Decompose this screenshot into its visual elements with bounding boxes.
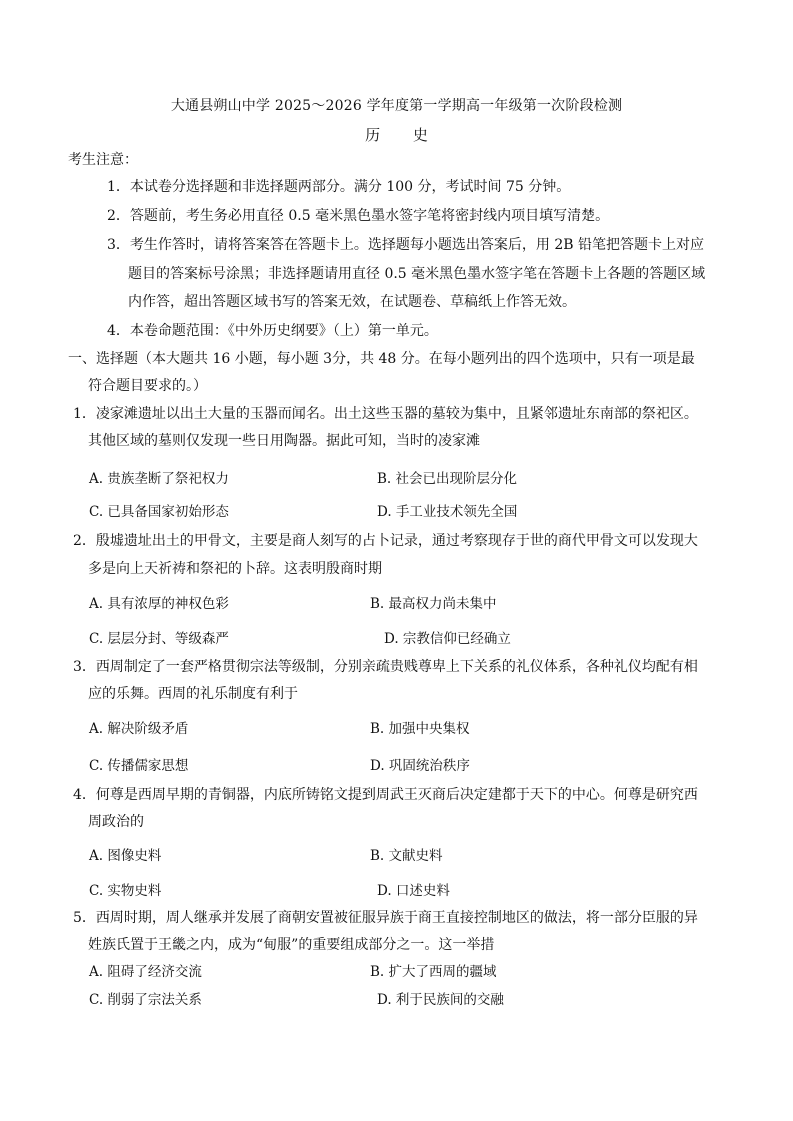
question-1-option-b[interactable]: B. 社会已出现阶层分化 bbox=[377, 471, 518, 487]
question-3-stem-line-2: 应的乐舞。西周的礼乐制度有利于 bbox=[88, 686, 298, 702]
question-4-stem-line-1: 4．何尊是西周早期的青铜器，内底所铸铭文提到周武王灭商后决定建都于天下的中心。何尊是研究西 bbox=[73, 787, 698, 803]
question-1-stem-line-2: 其他区域的墓则仅发现一些日用陶器。据此可知，当时的凌家滩 bbox=[88, 433, 480, 449]
question-2-option-b[interactable]: B. 最高权力尚未集中 bbox=[370, 596, 497, 612]
question-4-option-c[interactable]: C. 实物史料 bbox=[89, 883, 162, 899]
question-3-option-d[interactable]: D. 巩固统治秩序 bbox=[370, 758, 470, 774]
question-1-option-a[interactable]: A. 贵族垄断了祭祀权力 bbox=[89, 471, 229, 487]
question-2-option-d[interactable]: D. 宗教信仰已经确立 bbox=[384, 631, 511, 647]
section-heading-line-2: 符合题目要求的。） bbox=[88, 378, 207, 394]
question-4-stem-line-2: 周政治的 bbox=[88, 814, 144, 830]
question-5-option-d[interactable]: D. 利于民族间的交融 bbox=[377, 992, 504, 1008]
question-1-option-d[interactable]: D. 手工业技术领先全国 bbox=[377, 504, 518, 520]
question-5-stem-line-2: 姓族氏置于王畿之内，成为“甸服”的重要组成部分之一。这一举措 bbox=[88, 937, 495, 953]
question-4-option-a[interactable]: A. 图像史料 bbox=[89, 848, 162, 864]
notice-item-3-line-1: 3．考生作答时，请将答案答在答题卡上。选择题每小题选出答案后，用 2B 铅笔把答题卡上对应 bbox=[107, 237, 705, 253]
question-3-option-b[interactable]: B. 加强中央集权 bbox=[370, 721, 470, 737]
notice-item-4: 4．本卷命题范围：《中外历史纲要》（上）第一单元。 bbox=[107, 323, 438, 339]
notice-item-3-line-2: 题目的答案标号涂黑；非选择题请用直径 0.5 毫米黑色墨水签字笔在答题卡上各题的答题区域 bbox=[128, 266, 706, 282]
question-2-option-a[interactable]: A. 具有浓厚的神权色彩 bbox=[89, 596, 229, 612]
question-3-option-a[interactable]: A. 解决阶级矛盾 bbox=[89, 721, 189, 737]
question-4-option-b[interactable]: B. 文献史料 bbox=[370, 848, 443, 864]
question-3-stem-line-1: 3．西周制定了一套严格贯彻宗法等级制，分别亲疏贵贱尊卑上下关系的礼仪体系，各种礼仪均配有相 bbox=[73, 659, 698, 675]
question-5-stem-line-1: 5．西周时期，周人继承并发展了商朝安置被征服异族于商王直接控制地区的做法，将一部分臣服的异 bbox=[73, 910, 698, 926]
notice-item-1: 1．本试卷分选择题和非选择题两部分。满分 100 分，考试时间 75 分钟。 bbox=[107, 179, 571, 195]
question-3-option-c[interactable]: C. 传播儒家思想 bbox=[89, 758, 189, 774]
notice-item-3-line-3: 内作答，超出答题区域书写的答案无效，在试题卷、草稿纸上作答无效。 bbox=[128, 294, 576, 310]
question-5-option-a[interactable]: A. 阻碍了经济交流 bbox=[89, 964, 202, 980]
notice-heading: 考生注意： bbox=[68, 152, 138, 168]
question-1-stem-line-1: 1．凌家滩遗址以出土大量的玉器而闻名。出土这些玉器的墓较为集中，且紧邻遗址东南部的祭祀区。 bbox=[73, 406, 698, 422]
question-2-stem-line-1: 2．殷墟遗址出土的甲骨文，主要是商人刻写的占卜记录，通过考察现存于世的商代甲骨文可以发现大 bbox=[73, 533, 698, 549]
question-5-option-b[interactable]: B. 扩大了西周的疆域 bbox=[370, 964, 497, 980]
question-2-stem-line-2: 多是向上天祈祷和祭祀的卜辞。这表明殷商时期 bbox=[88, 561, 382, 577]
section-heading-line-1: 一、选择题（本大题共 16 小题，每小题 3分，共 48 分。在每小题列出的四个选项中，只有一项是最 bbox=[68, 351, 695, 367]
notice-item-2: 2．答题前，考生务必用直径 0.5 毫米黑色墨水签字笔将密封线内项目填写清楚。 bbox=[107, 208, 610, 224]
exam-subject: 历 史 bbox=[365, 126, 442, 144]
question-5-option-c[interactable]: C. 削弱了宗法关系 bbox=[89, 992, 202, 1008]
question-2-option-c[interactable]: C. 层层分封、等级森严 bbox=[89, 631, 229, 647]
question-4-option-d[interactable]: D. 口述史料 bbox=[377, 883, 450, 899]
exam-title: 大通县朔山中学 2025～2026 学年度第一学期高一年级第一次阶段检测 bbox=[170, 98, 623, 114]
question-1-option-c[interactable]: C. 已具备国家初始形态 bbox=[89, 504, 229, 520]
